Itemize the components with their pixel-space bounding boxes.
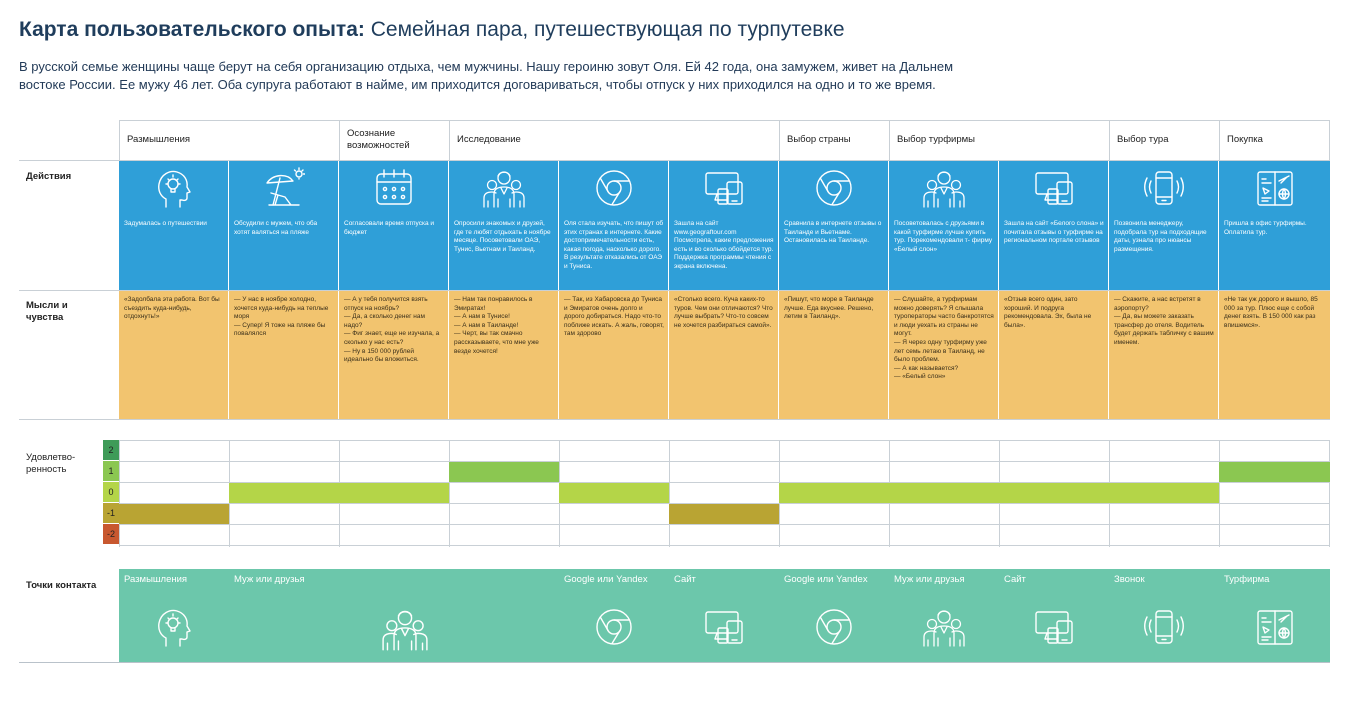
action-card: [229, 161, 338, 290]
touchpoint-label: Google или Yandex: [784, 574, 868, 585]
row-label-actions: Действия: [26, 171, 72, 182]
grid-line: [119, 545, 1330, 546]
grid-line: [119, 524, 1330, 525]
action-card: [669, 161, 778, 290]
chrome-icon: [813, 606, 855, 648]
touchpoint-label: Google или Yandex: [564, 574, 648, 585]
level-label: 2: [103, 440, 119, 460]
devices-icon: [1033, 167, 1075, 209]
satisfaction-bar: [119, 504, 229, 524]
action-text: Посоветовалась с друзьями в какой турфирме лучше купить тур. Порекомендовали т- фирму «Белый слон»: [894, 220, 993, 253]
thought-card: [779, 291, 888, 419]
bottom-line: [19, 662, 1330, 663]
satisfaction-bar: [449, 462, 559, 482]
row-label-touchpoints: Точки контакта: [26, 580, 97, 591]
touchpoint-card: [1219, 569, 1330, 662]
thought-card: [229, 291, 338, 419]
grid-line: [119, 461, 1330, 462]
touchpoint-card: [779, 569, 889, 662]
chrome-icon: [593, 606, 635, 648]
touchpoint-label: Сайт: [1004, 574, 1026, 585]
action-text: Опросили знакомых и друзей, где те любят отдыхать в ноябре месяце. Посоветовали ОАЭ, Тунис, Вьетнам и Таиланд.: [454, 220, 551, 253]
satisfaction-bar: [889, 483, 999, 503]
touchpoint-card: [889, 569, 999, 662]
thought-card: [1109, 291, 1218, 419]
stage-header: Исследование: [449, 120, 779, 160]
action-card: [1109, 161, 1218, 290]
grid-line: [449, 440, 450, 547]
touchpoint-card: [669, 569, 779, 662]
touchpoint-card: [999, 569, 1109, 662]
satisfaction-bar: [999, 483, 1109, 503]
touchpoint-card: [229, 569, 559, 662]
satisfaction-bar: [779, 483, 889, 503]
calendar-icon: [373, 167, 415, 209]
touchpoint-label: Сайт: [674, 574, 696, 585]
grid-line: [119, 440, 1330, 441]
touchpoint-label: Муж или друзья: [234, 574, 305, 585]
thought-text: — Слушайте, а турфирмам можно доверять? Я слышала туроператоры часто банкротятся и люди уехать из страны не могут. — Я через одну турфирму уже лет семь летаю в Таиланд, не было проблем. — А как называется? — «Белый слон»: [894, 296, 994, 381]
intro-text: В русской семье женщины чаще берут на себя организацию отдыха, чем мужчины. Нашу героиню зовут Оля. Ей 42 года, она замужем, живет на Дальнем востоке России. Ее мужу 46 лет. Оба супруга работают в найме, им приходится договариваться, чтобы отпуск у них приходился на одно и то же время.: [19, 59, 954, 92]
devices-icon: [1033, 606, 1075, 648]
grid-line: [1219, 440, 1220, 547]
head-lightbulb-icon: [153, 606, 195, 648]
level-label: -2: [103, 524, 119, 544]
level-label: 0: [103, 482, 119, 502]
satisfaction-bar: [1109, 483, 1219, 503]
phone-icon: [1143, 606, 1185, 648]
thought-card: [449, 291, 558, 419]
level-label: -1: [103, 503, 119, 523]
touchpoint-card: [119, 569, 229, 662]
people-group-icon: [382, 606, 428, 652]
chrome-icon: [593, 167, 635, 209]
stage-header: Выбор страны: [779, 120, 889, 160]
action-card: [559, 161, 668, 290]
thought-card: [1219, 291, 1330, 419]
level-label: 1: [103, 461, 119, 481]
grid-line: [669, 440, 670, 547]
touchpoint-label: Турфирма: [1224, 574, 1270, 585]
head-lightbulb-icon: [153, 167, 195, 209]
action-text: Согласовали время отпуска и бюджет: [344, 220, 435, 236]
thought-text: — А у тебя получится взять отпуск на ноябрь? — Да, а сколько денег нам надо? — Фиг знает, еще не изучала, а сколько у нас есть? — Ну в 150 000 рублей идеально бы вложиться.: [344, 296, 440, 364]
action-card: [449, 161, 558, 290]
thought-text: «Отзыв всего один, зато хороший. И подруга рекомендовала. Эх, была не была».: [1004, 296, 1092, 329]
thought-text: — Так, из Хабаровска до Туниса и Эмиратов очень долго и дорого добираться. Надо что-то поближе искать. А жаль, говорят, там здорово: [564, 296, 664, 338]
action-card: [119, 161, 228, 290]
phone-icon: [1143, 167, 1185, 209]
action-text: Пришла в офис турфирмы. Оплатила тур.: [1224, 220, 1307, 236]
action-card: [779, 161, 888, 290]
stage-header: Осознание возможностей: [339, 120, 449, 160]
touchpoint-card: [559, 569, 669, 662]
thought-card: [339, 291, 448, 419]
grid-line: [1329, 440, 1330, 547]
passport-icon: [1254, 167, 1296, 209]
beach-chair-icon: [263, 167, 305, 209]
thought-text: — Скажите, а нас встретят в аэропорту? — Да, вы можете заказать трансфер до отеля. Водитель будет держать табличку с вашим именем.: [1114, 296, 1214, 346]
people-group-icon: [923, 167, 965, 209]
chrome-icon: [813, 167, 855, 209]
touchpoint-label: Звонок: [1114, 574, 1145, 585]
thought-text: «Задолбала эта работа. Вот бы съездить куда-нибудь, отдохнуть!»: [124, 296, 220, 321]
action-text: Задумалась о путешествии: [124, 220, 207, 227]
devices-icon: [703, 606, 745, 648]
action-card: [889, 161, 998, 290]
satisfaction-bar: [339, 483, 449, 503]
stage-header: Выбор тура: [1109, 120, 1219, 160]
row-divider: [19, 419, 1330, 420]
stage-header: Покупка: [1219, 120, 1330, 160]
action-text: Обсудили с мужем, что оба хотят валяться на пляже: [234, 220, 318, 236]
action-text: Позвонила менеджеру, подобрала тур на подходящие даты, узнала про нюансы размещения.: [1114, 220, 1207, 253]
thought-text: — Нам так понравилось в Эмиратах! — А нам в Тунисе! — А нам в Таиланде! — Черт, вы так смачно рассказываете, что мне уже везде хочется!: [454, 296, 539, 355]
thought-card: [559, 291, 668, 419]
thought-text: «Не так уж дорого и вышло, 85 000 за тур. Плюс еще с собой денег взять. В 150 000 как раз впишемся».: [1224, 296, 1318, 329]
action-text: Зашла на сайт www.geograftour.com Посмотрела, какие предложения есть и во сколько обойдется тур. Поддержка программы чтения с экрана включена.: [674, 220, 774, 270]
touchpoint-label: Муж или друзья: [894, 574, 965, 585]
action-text: Оля стала изучать, что пишут об этих странах в интернете. Какие достопримечательности есть, какая погода, насколько дорого. В результате отказались от ОАЭ и Туниса.: [564, 220, 664, 270]
satisfaction-bar: [669, 504, 779, 524]
action-card: [1219, 161, 1330, 290]
thought-text: «Столько всего. Куча каких-то туров. Чем они отличаются? Что лучше выбрать? Что-то совсем не хочется разбираться самой».: [674, 296, 773, 329]
people-group-icon: [483, 167, 525, 209]
grid-line: [119, 440, 120, 547]
touchpoint-card: [1109, 569, 1219, 662]
satisfaction-bar: [229, 483, 339, 503]
stage-header: Выбор турфирмы: [889, 120, 1109, 160]
people-group-icon: [923, 606, 965, 648]
passport-icon: [1254, 606, 1296, 648]
action-card: [339, 161, 448, 290]
thought-text: — У нас в ноябре холодно, хочется куда-нибудь на теплые моря — Супер! Я тоже на пляже бы повалялся: [234, 296, 329, 338]
thought-card: [669, 291, 778, 419]
devices-icon: [703, 167, 745, 209]
thought-card: [119, 291, 228, 419]
stage-header: Размышления: [119, 120, 339, 160]
action-text: Сравнила в интернете отзывы о Таиланде и Вьетнаме. Остановилась на Таиланде.: [784, 220, 882, 245]
action-card: [999, 161, 1108, 290]
thought-card: [999, 291, 1108, 419]
row-label-thoughts: Мысли и чувства: [26, 300, 68, 323]
row-label-satisfaction: Удовлетво-ренность: [26, 452, 76, 475]
satisfaction-bar: [559, 483, 669, 503]
satisfaction-bar: [1219, 462, 1330, 482]
action-text: Зашла на сайт «Белого слона» и почитала отзывы о турфирме на региональном портале отзывов: [1004, 220, 1104, 245]
page-title: Карта пользовательского опыта: Семейная пара, путешествующая по турпутевке: [19, 18, 845, 41]
thought-card: [889, 291, 998, 419]
touchpoint-label: Размышления: [124, 574, 188, 585]
thought-text: «Пишут, что море в Таиланде лучше. Еда вкуснее. Решено, летим в Таиланд».: [784, 296, 874, 321]
